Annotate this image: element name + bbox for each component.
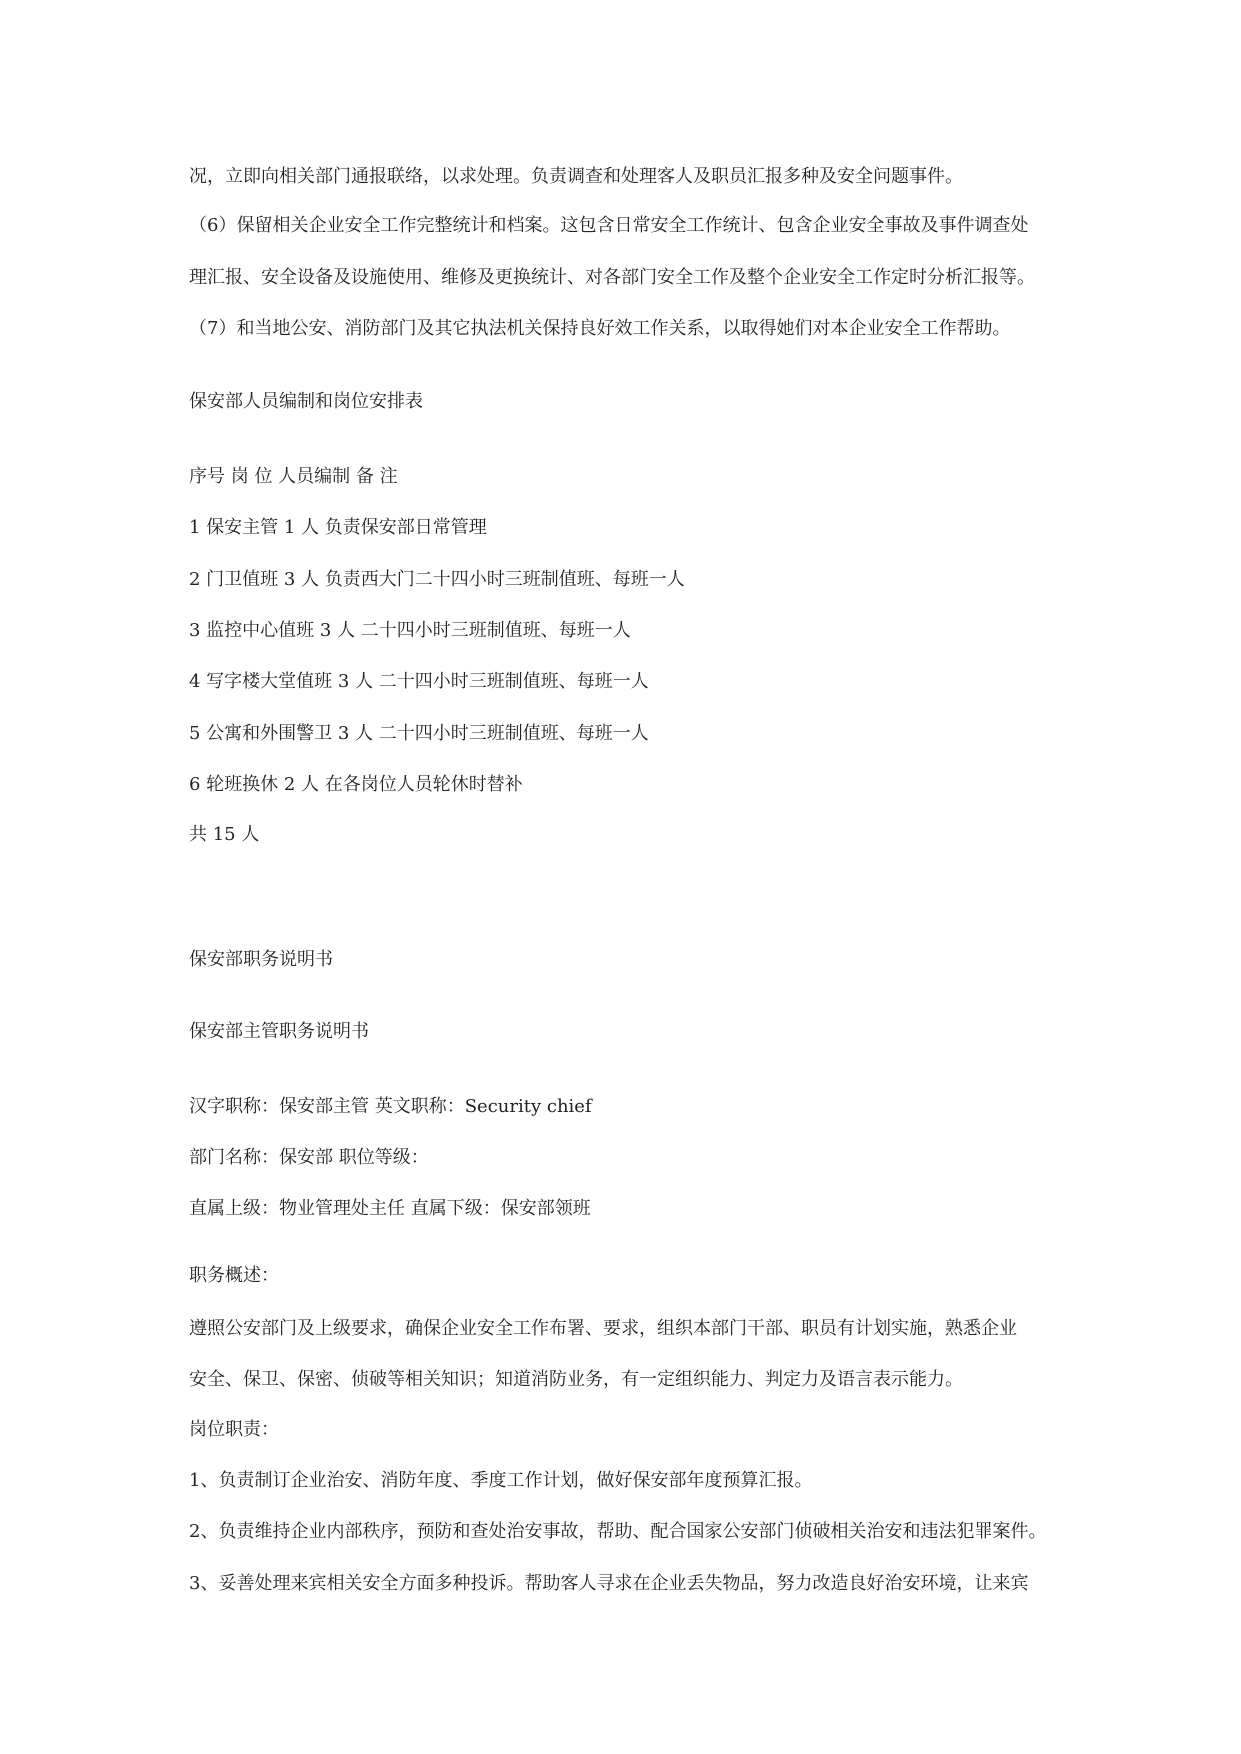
list-item: 3、妥善处理来宾相关安全方面多种投诉。帮助客人寻求在企业丢失物品，努力改造良好治安环境，让来宾 bbox=[189, 1573, 1029, 1594]
paragraph-line: 遵照公安部门及上级要求，确保企业安全工作布署、要求，组织本部门干部、职员有计划实施，熟悉企业 bbox=[189, 1318, 1017, 1339]
table-row: 3 监控中心值班 3 人 二十四小时三班制值班、每班一人 bbox=[189, 620, 631, 641]
section-heading: 保安部职务说明书 bbox=[189, 949, 333, 970]
department-line: 部门名称：保安部 职位等级： bbox=[189, 1147, 429, 1168]
paragraph-line: （7）和当地公安、消防部门及其它执法机关保持良好效工作关系，以取得她们对本企业安全工作帮助。 bbox=[189, 318, 1011, 339]
table-row: 4 写字楼大堂值班 3 人 二十四小时三班制值班、每班一人 bbox=[189, 671, 649, 692]
job-title-line: 汉字职称：保安部主管 英文职称：Security chief bbox=[189, 1096, 592, 1117]
table-total: 共 15 人 bbox=[189, 824, 260, 845]
table-row: 1 保安主管 1 人 负责保安部日常管理 bbox=[189, 517, 487, 538]
table-row: 6 轮班换休 2 人 在各岗位人员轮休时替补 bbox=[189, 774, 523, 795]
paragraph-line: 况，立即向相关部门通报联络，以求处理。负责调查和处理客人及职员汇报多种及安全问题事件。 bbox=[189, 166, 963, 187]
list-item: 2、负责维持企业内部秩序，预防和查处治安事故，帮助、配合国家公安部门侦破相关治安和违法犯罪案件。 bbox=[189, 1521, 1047, 1542]
section-heading: 保安部主管职务说明书 bbox=[189, 1021, 369, 1042]
section-heading: 保安部人员编制和岗位安排表 bbox=[189, 391, 423, 412]
table-header-row: 序号 岗 位 人员编制 备 注 bbox=[189, 466, 398, 487]
list-item: 1、负责制订企业治安、消防年度、季度工作计划，做好保安部年度预算汇报。 bbox=[189, 1470, 813, 1491]
reporting-line: 直属上级：物业管理处主任 直属下级：保安部领班 bbox=[189, 1198, 591, 1219]
paragraph-line: 理汇报、安全设备及设施使用、维修及更换统计、对各部门安全工作及整个企业安全工作定时分析汇报等。 bbox=[189, 267, 1035, 288]
table-row: 5 公寓和外围警卫 3 人 二十四小时三班制值班、每班一人 bbox=[189, 723, 649, 744]
subheading: 职务概述： bbox=[189, 1265, 279, 1286]
paragraph-line: 安全、保卫、保密、侦破等相关知识；知道消防业务，有一定组织能力、判定力及语言表示能力。 bbox=[189, 1369, 963, 1390]
paragraph-line: （6）保留相关企业安全工作完整统计和档案。这包含日常安全工作统计、包含企业安全事故及事件调查处 bbox=[189, 215, 1029, 236]
subheading: 岗位职责： bbox=[189, 1419, 279, 1440]
table-row: 2 门卫值班 3 人 负责西大门二十四小时三班制值班、每班一人 bbox=[189, 569, 685, 590]
